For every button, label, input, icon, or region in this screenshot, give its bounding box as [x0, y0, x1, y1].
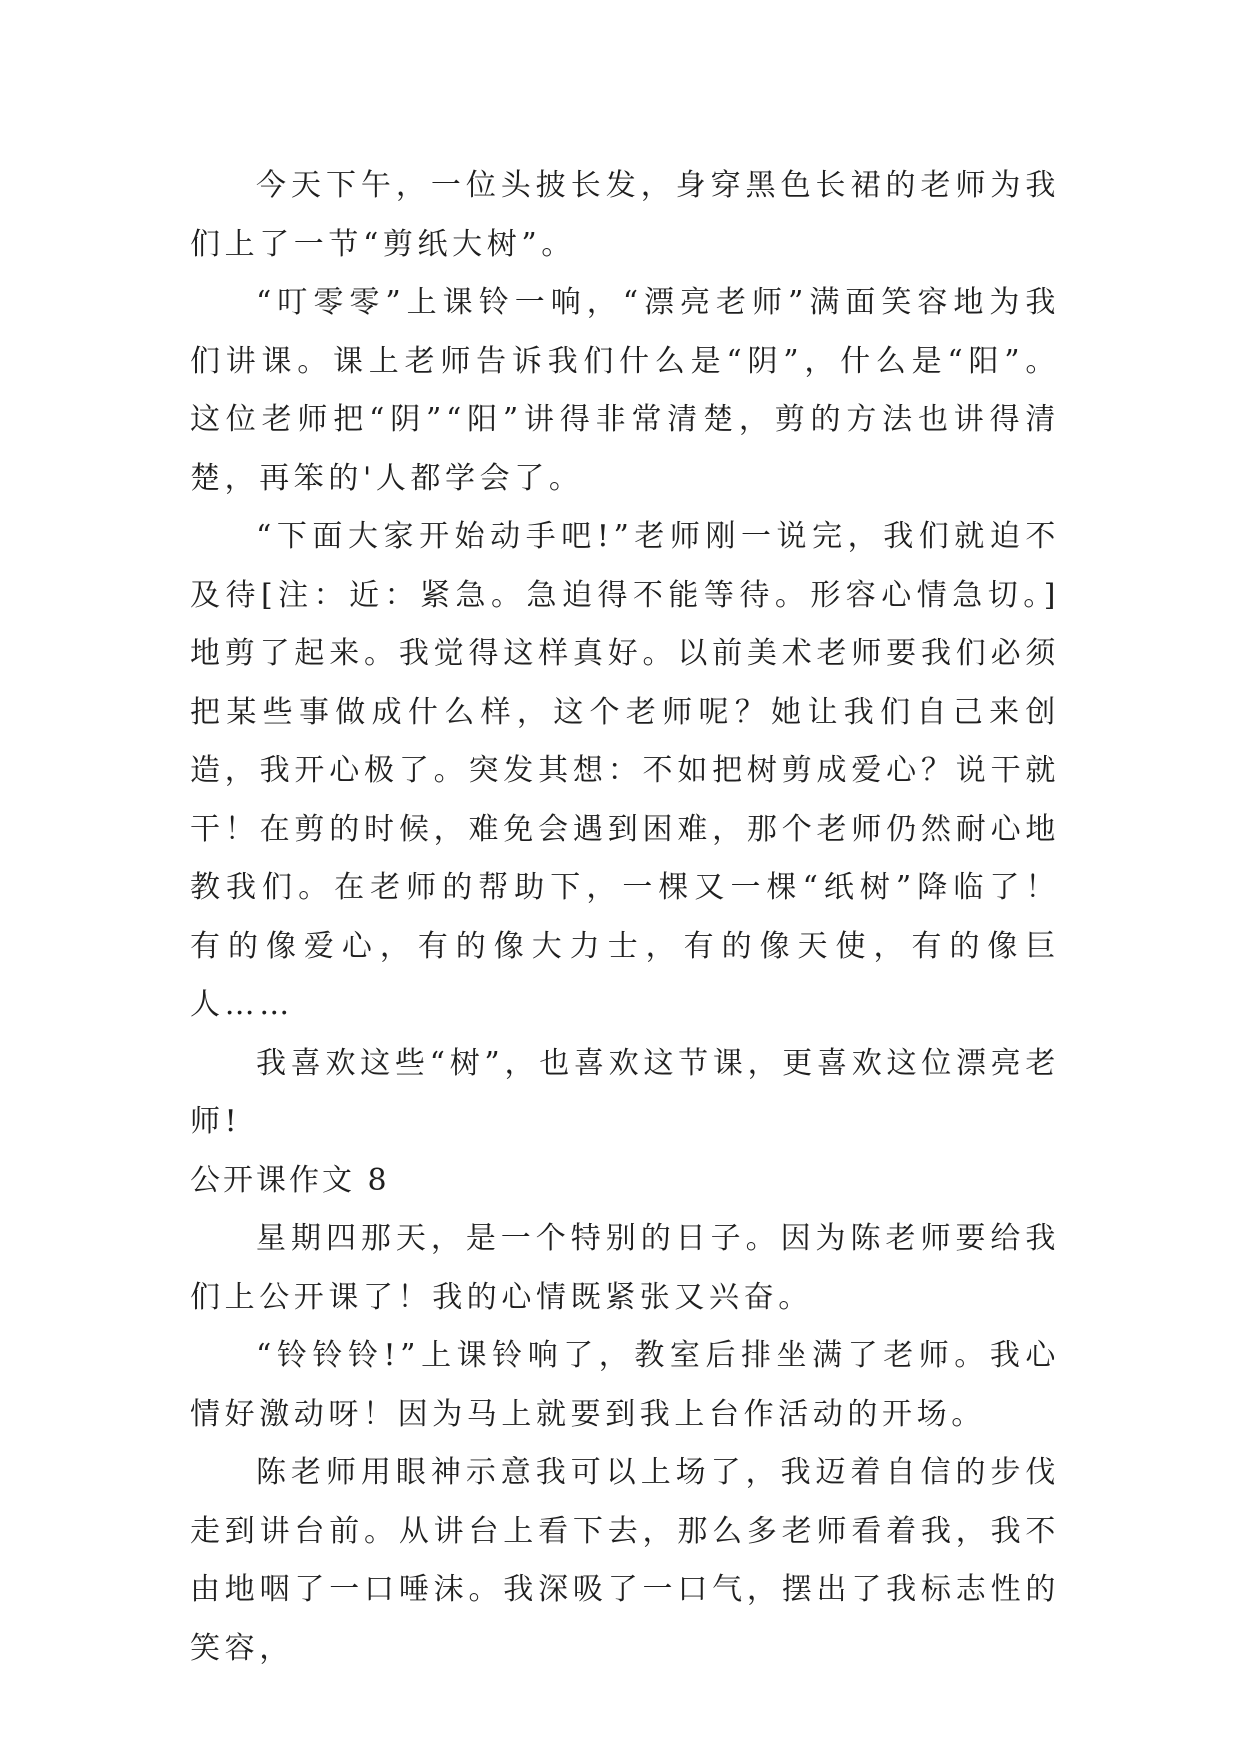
paragraph-3: “下面大家开始动手吧!”老师刚一说完，我们就迫不及待[注：近：紧急。急迫得不能等待。形容心情急切。]地剪了起来。我觉得这样真好。以前美术老师要我们必须把某些事做成什么样，这个老师呢？她让我们自己来创造，我开心极了。突发其想：不如把树剪成爱心？说干就干！在剪的时候，难免会遇到困难，那个老师仍然耐心地教我们。在老师的帮助下，一棵又一棵“纸树”降临了！有的像爱心，有的像大力士，有的像天使，有的像巨人……: [190, 519, 1060, 1022]
document-body: [190, 157, 1060, 1678]
paragraph-2: “叮零零”上课铃一响，“漂亮老师”满面笑容地为我们讲课。课上老师告诉我们什么是“阴”，什么是“阳”。这位老师把“阴”“阳”讲得非常清楚，剪的方法也讲得清楚，再笨的'人都学会了。: [190, 285, 1060, 496]
section-paragraph-3: 陈老师用眼神示意我可以上场了，我迈着自信的步伐走到讲台前。从讲台上看下去，那么多老师看着我，我不由地咽了一口唾沫。我深吸了一口气，摆出了我标志性的笑容，: [190, 1455, 1060, 1666]
section-paragraph-1: 星期四那天，是一个特别的日子。因为陈老师要给我们上公开课了！我的心情既紧张又兴奋。: [190, 1221, 1060, 1315]
section-heading: 公开课作文 8: [190, 1162, 390, 1198]
paragraph-4: 我喜欢这些“树”，也喜欢这节课，更喜欢这位漂亮老师!: [190, 1045, 1060, 1139]
section-paragraph-2: “铃铃铃!”上课铃响了，教室后排坐满了老师。我心情好激动呀！因为马上就要到我上台作活动的开场。: [190, 1338, 1060, 1432]
paragraph-1: 今天下午，一位头披长发，身穿黑色长裙的老师为我们上了一节“剪纸大树”。: [190, 168, 1060, 262]
